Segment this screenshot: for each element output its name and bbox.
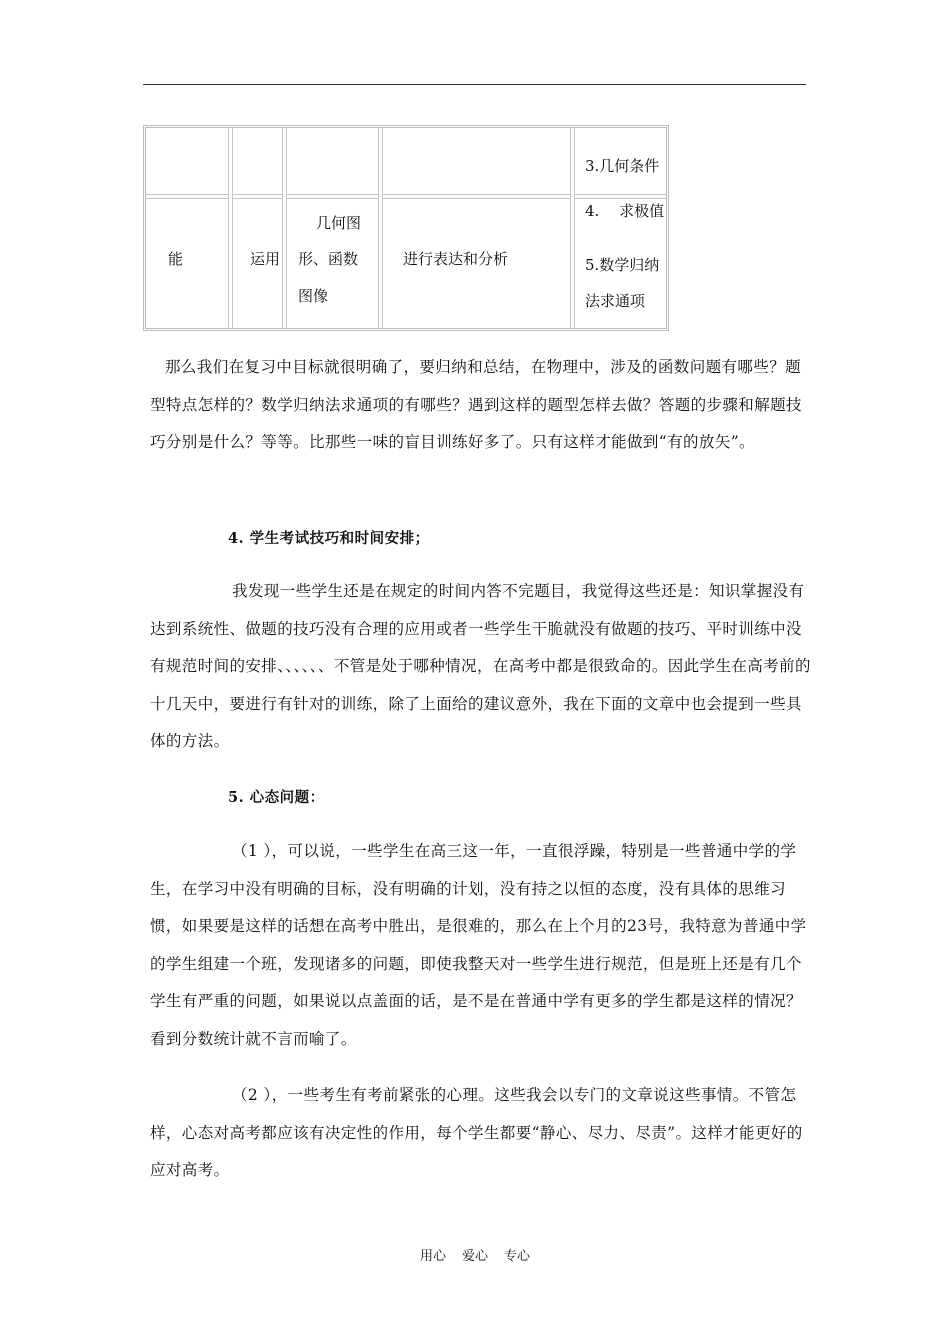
content-table	[143, 125, 669, 331]
paragraph-exam-skills: 我发现一些学生还是在规定的时间内答不完题目，我觉得这些还是：知识掌握没有达到系统性、做题的技巧没有合理的应用或者一些学生干脆就没有做题的技巧、平时训练中没有规范时间的安排、、、、、、不管是处于哪种情况，在高考中都是很致命的。因此学生在高考前的十几天中，要进行有针对的训练，除了上面给的建议意外，我在下面的文章中也会提到一些具体的方法。	[150, 582, 811, 750]
table-cell-apply: 运用	[250, 250, 281, 268]
table-cell-expression: 进行表达和分析	[403, 250, 509, 268]
table-col-divider	[378, 128, 383, 328]
paragraph-mindset-2: （2 ），一些考生有考前紧张的心理。这些我会以专门的文章说这些事情。不管怎样，心态对高考都应该有决定性的作用，每个学生都要“静心、尽力、尽责”。这样才能更好的应对高考。	[150, 1086, 803, 1179]
table-cell-induction-line2: 法求通项	[585, 292, 646, 310]
page-footer	[0, 1245, 950, 1264]
table-col-divider	[282, 128, 287, 328]
paragraph-review-goals: 那么我们在复习中目标就很明确了，要归纳和总结，在物理中，涉及的函数问题有哪些？题型特点怎样的？数学归纳法求通项的有哪些？遇到这样的题型怎样去做？答题的步骤和解题技巧分别是什么？等等。比那些一味的盲目训练好多了。只有这样才能做到“有的放矢”。	[150, 358, 802, 451]
table-cell-induction-line1: 5.数学归纳	[585, 256, 660, 274]
footer-text: 用心	[419, 1249, 446, 1264]
table-col-divider	[570, 128, 575, 328]
table-cell-figure-line3: 图像	[298, 287, 329, 305]
footer-text: 爱心	[461, 1249, 488, 1264]
paragraph-mindset-1: （1 ），可以说，一些学生在高三这一年，一直很浮躁，特别是一些普通中学的学生，在学习中没有明确的目标，没有明确的计划，没有持之以恒的态度，没有具体的思维习惯，如果要是这样的话想在高考中胜出，是很难的，那么在上个月的23号，我特意为普通中学的学生组建一个班，发现诸多的问题，即使我整天对一些学生进行规范，但是班上还是有几个学生有严重的问题，如果说以点盖面的话，是不是在普通中学有更多的学生都是这样的情况？看到分数统计就不言而喻了。	[150, 842, 807, 1048]
section-heading-mindset: 5. 心态问题：	[228, 789, 325, 806]
table-cell-ability: 能	[168, 250, 184, 268]
table-cell-extremum: 4. 求极值	[585, 202, 665, 220]
footer-text: 专心	[504, 1249, 531, 1264]
table-col-divider	[228, 128, 233, 328]
section-heading-exam-skills: 4. 学生考试技巧和时间安排；	[228, 530, 430, 547]
table-cell-condition: 3.几何条件	[585, 157, 660, 175]
header-rule	[143, 84, 806, 85]
table-cell-figure-line1: 几何图	[316, 214, 362, 232]
table-cell-figure-line2: 形、函数	[298, 250, 359, 268]
